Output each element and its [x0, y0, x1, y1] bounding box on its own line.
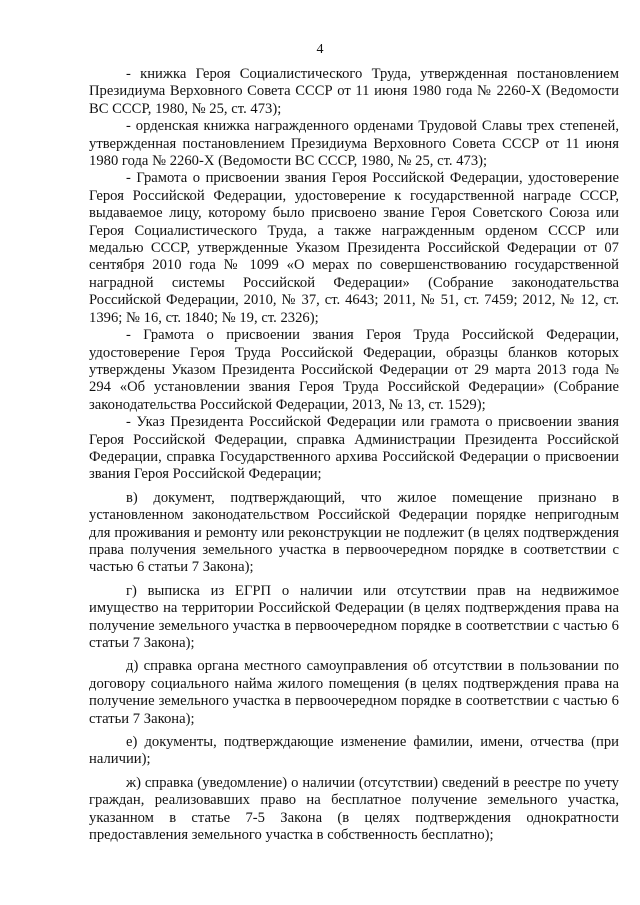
document-body [89, 66, 619, 844]
paragraph-item-zh: ж) справка (уведомление) о наличии (отсутствии) сведений в реестре по учету граждан, реализовавших право на бесплатное получение земельного участка, указанном в статье 7-5 Закона (в целях подтверждения однократности предоставления земельного участка в собственность бесплатно); [89, 774, 619, 844]
paragraph-item-v: в) документ, подтверждающий, что жилое помещение признано в установленном законодательством Российской Федерации порядке непригодным для проживания и ремонту или реконструкции не подлежит (в целях подтверждения права получения земельного участка в первоочередном порядке в соответствии с частью 6 статьи 7 Закона); [89, 489, 619, 576]
paragraph-hero-labor-russia-certificate: - Грамота о присвоении звания Героя Труда Российской Федерации, удостоверение Героя Труда Российской Федерации, образцы бланков которых утверждены Указом Президента Российской Федерации от 29 марта 2013 года № 294 «Об установлении звания Героя Труда Российской Федерации» (Собрание законодательства Российской Федерации, 2013, № 13, ст. 1529); [89, 327, 619, 413]
paragraph-hero-russia-certificate: - Грамота о присвоении звания Героя Российской Федерации, удостоверение Героя Российской Федерации, удостоверение к государственной награде СССР, выдаваемое лицу, которому было присвоено звание Героя Советского Союза или Героя Социалистического Труда, а также награжденным орденом СССР или медалью СССР, утвержденные Указом Президента Российской Федерации от 07 сентября 2010 года № 1099 «О мерах по совершенствованию государственной наградной системы Российской Федерации» (Собрание законодательства Российской Федерации, 2010, № 37, ст. 4643; 2011, № 51, ст. 7459; 2012, № 12, ст. 1396; № 16, ст. 1840; № 19, ст. 2326); [89, 170, 619, 326]
paragraph-hero-labor-book: - книжка Героя Социалистического Труда, утвержденная постановлением Президиума Верховного Совета СССР от 11 июня 1980 года № 2260-Х (Ведомости ВС СССР, 1980, № 25, ст. 473); [89, 66, 619, 117]
paragraph-president-decree: - Указ Президента Российской Федерации или грамота о присвоении звания Героя Российской Федерации, справка Администрации Президента Российской Федерации, справка Государственного архива Российской Федерации о присвоении звания Героя Российской Федерации; [89, 414, 619, 483]
paragraph-item-g: г) выписка из ЕГРП о наличии или отсутствии прав на недвижимое имущество на территории Российской Федерации (в целях подтверждения права на получение земельного участка в первоочередном порядке в соответствии с частью 6 статьи 7 Закона); [89, 582, 619, 651]
page-number: 4 [316, 42, 324, 57]
paragraph-item-e: е) документы, подтверждающие изменение фамилии, имени, отчества (при наличии); [89, 734, 619, 768]
paragraph-labor-glory-book: - орденская книжка награжденного орденами Трудовой Славы трех степеней, утвержденная постановлением Президиума Верховного Совета СССР от 11 июня 1980 года № 2260-Х (Ведомости ВС СССР, 1980, № 25, ст. 473); [89, 118, 619, 170]
paragraph-item-d: д) справка органа местного самоуправления об отсутствии в пользовании по договору социального найма жилого помещения (в целях подтверждения права на получение земельного участка в первоочередном порядке в соответствии с частью 6 статьи 7 Закона); [89, 658, 619, 727]
